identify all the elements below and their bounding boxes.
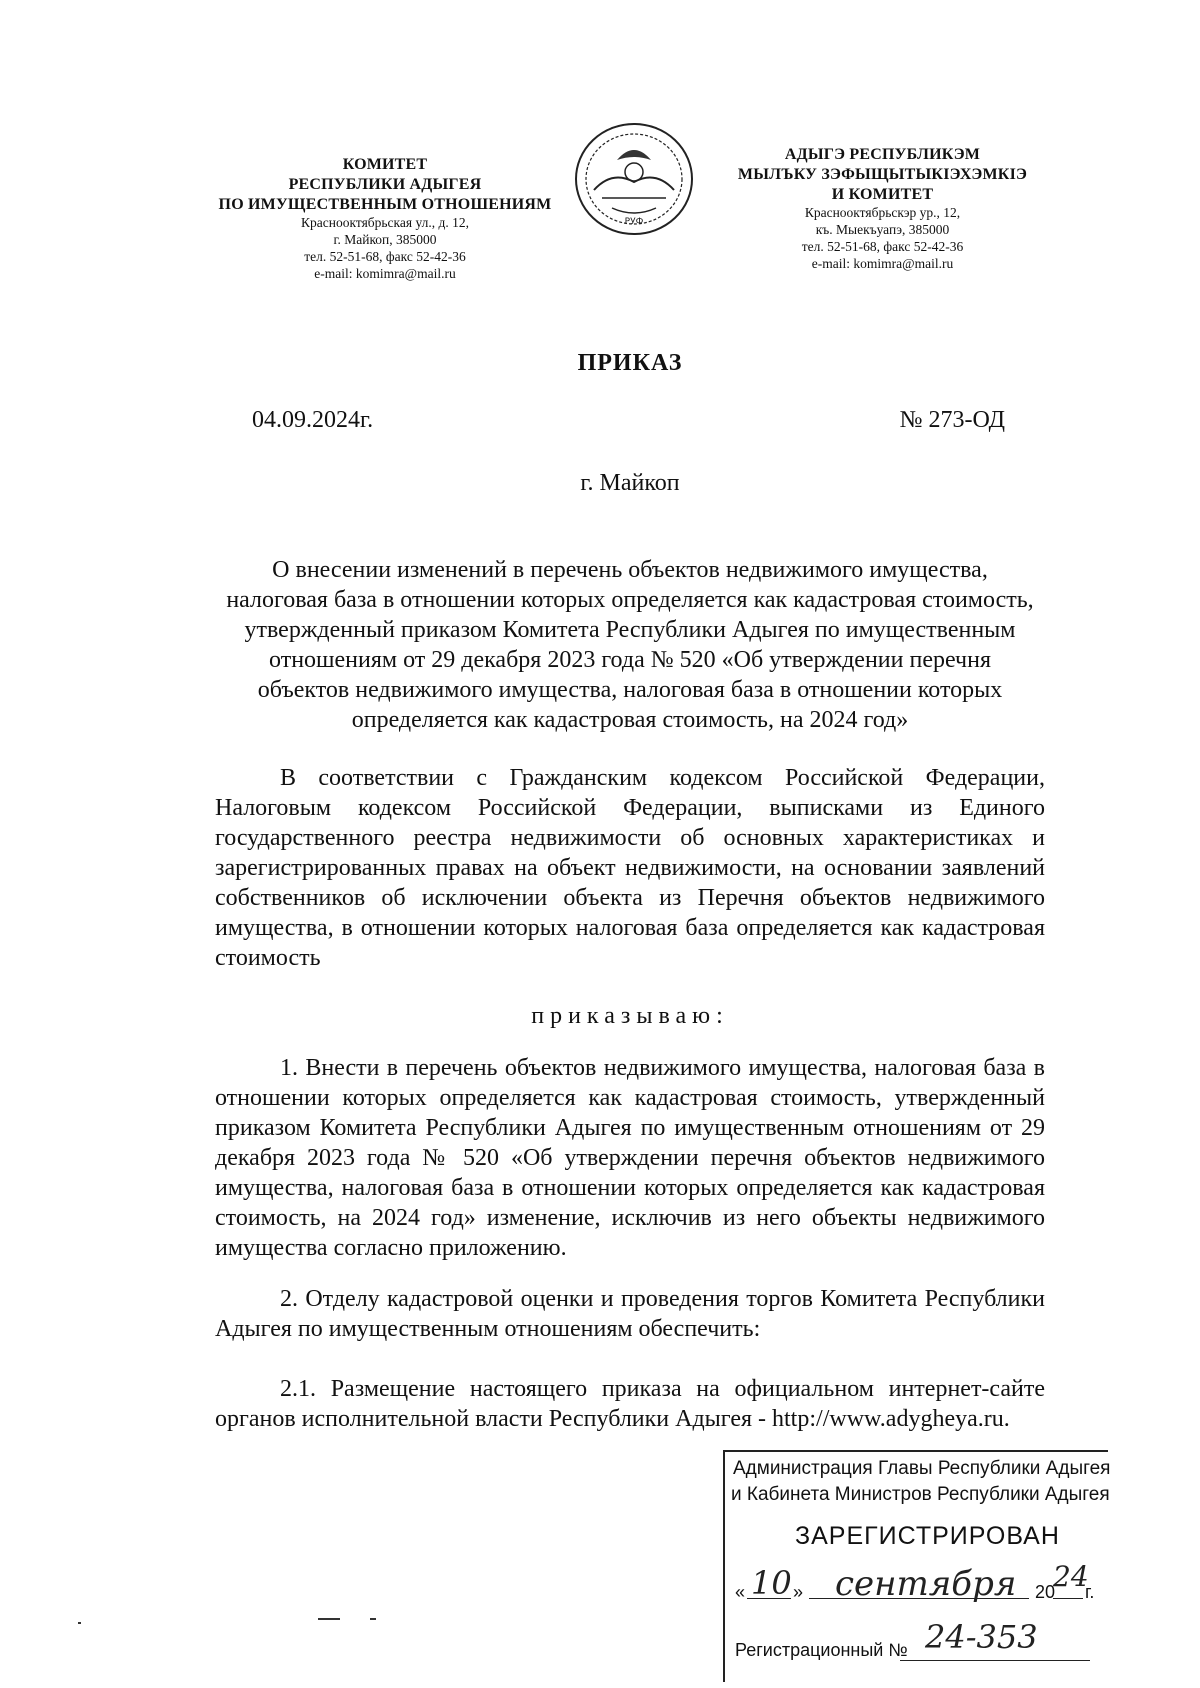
emblem-bottom-text: РУФ [624, 217, 644, 227]
order-item-2-1: 2.1. Размещение настоящего приказа на официальном интернет-сайте органов исполнительной власти Республики Адыгея - http://www.adygheya.ru. [215, 1376, 1045, 1432]
document-number: № 273-ОД [899, 407, 1005, 433]
header-left-phone: тел. 52-51-68, факс 52-42-36 [304, 248, 466, 264]
stamp-year-handwritten: 24 [1053, 1560, 1089, 1593]
order-item-2: 2. Отделу кадастровой оценки и проведения торгов Комитета Республики Адыгея по имущественным отношениям обеспечить: [215, 1286, 1045, 1342]
stamp-month-handwritten: сентября [835, 1564, 1017, 1604]
header-right-org-line2: МЫЛЪКУ ЗЭФЫЩЫТЫКIЭХЭМКIЭ [737, 166, 1028, 183]
header-right-org-line3: И КОМИТЕТ [831, 186, 934, 203]
stamp-year-g: г. [1085, 1582, 1095, 1602]
document-subject: О внесении изменений в перечень объектов недвижимого имущества, налоговая база в отношении которых определяется как кадастровая стоимость, утвержденный приказом Комитета Республики Адыгея по имущественным отношениям от 29 декабря 2023 года № 520 «Об утверждении перечня объектов недвижимого имущества, налоговая база в отношении которых определяется как кадастровая стоимость, на 2024 год» [226, 557, 1034, 733]
registration-stamp [723, 1450, 1111, 1682]
stamp-line-2: и Кабинета Министров Республики Адыгея [731, 1484, 1110, 1505]
stamp-day-handwritten: 10 [751, 1564, 792, 1602]
stamp-date-line [735, 1560, 1105, 1608]
basis-paragraph: В соответствии с Гражданским кодексом Российской Федерации, Налоговым кодексом Российской Федерации, выписками из Единого государственного реестра недвижимости об основных характеристиках и зарегистрированных правах на объект недвижимости, на основании заявлений собственников об исключении объекта из Перечня объектов недвижимого имущества, в отношении которых налоговая база определяется как кадастровая стоимость [215, 765, 1045, 971]
document-date: 04.09.2024г. [252, 407, 374, 433]
header-right-address-city: къ. Мыекъуапэ, 385000 [815, 221, 950, 237]
stamp-number-line [735, 1618, 1105, 1672]
stamp-year-underline [1053, 1598, 1083, 1599]
stamp-month-underline [809, 1598, 1029, 1599]
header-right-org-line1: АДЫГЭ РЕСПУБЛИКЭМ [784, 146, 981, 163]
header-left-org-line1: КОМИТЕТ [342, 156, 428, 173]
scan-mark [370, 1618, 376, 1620]
stamp-registered: ЗАРЕГИСТРИРОВАН [795, 1522, 1060, 1550]
header-left-block [200, 155, 570, 283]
republic-of-adygea-emblem-icon [572, 120, 696, 238]
document-city: г. Майкоп [580, 470, 680, 496]
scan-mark [78, 1622, 81, 1624]
header-left-org-line3: ПО ИМУЩЕСТВЕННЫМ ОТНОШЕНИЯМ [218, 196, 552, 213]
stamp-reg-underline [900, 1660, 1090, 1661]
header-left-org-line2: РЕСПУБЛИКИ АДЫГЕЯ [288, 176, 482, 193]
header-right-email: e-mail: komimra@mail.ru [811, 255, 954, 271]
order-word: приказываю: [531, 1003, 729, 1029]
stamp-reg-label: Регистрационный № [735, 1640, 908, 1660]
header-left-email: e-mail: komimra@mail.ru [314, 265, 456, 281]
header-right-block [705, 145, 1060, 273]
order-item-1: 1. Внести в перечень объектов недвижимого имущества, налоговая база в отношении которых определяется как кадастровая стоимость, утвержденный приказом Комитета Республики Адыгея по имущественным отношениям от 29 декабря 2023 года № 520 «Об утверждении перечня объектов недвижимого имущества, налоговая база в отношении которых определяется как кадастровая стоимость, на 2024 год» изменение, исключив из него объекты недвижимого имущества согласно приложению. [215, 1055, 1045, 1261]
header-left-address-street: Краснооктябрьская ул., д. 12, [301, 215, 469, 230]
header-right-address-street: Краснооктябрьскэр ур., 12, [804, 205, 961, 220]
document-title: ПРИКАЗ [577, 350, 683, 376]
header-left-address-city: г. Майкоп, 385000 [333, 231, 437, 247]
stamp-quote-open: « [735, 1582, 746, 1602]
scan-mark [318, 1618, 340, 1620]
stamp-line-1: Администрация Главы Республики Адыгея [733, 1458, 1111, 1479]
header-right-phone: тел. 52-51-68, факс 52-42-36 [801, 238, 964, 254]
stamp-day-underline [747, 1598, 791, 1599]
stamp-quote-close: » [793, 1582, 804, 1602]
stamp-reg-number-handwritten: 24-353 [925, 1618, 1038, 1656]
stamp-year-prefix: 20 [1035, 1582, 1056, 1602]
